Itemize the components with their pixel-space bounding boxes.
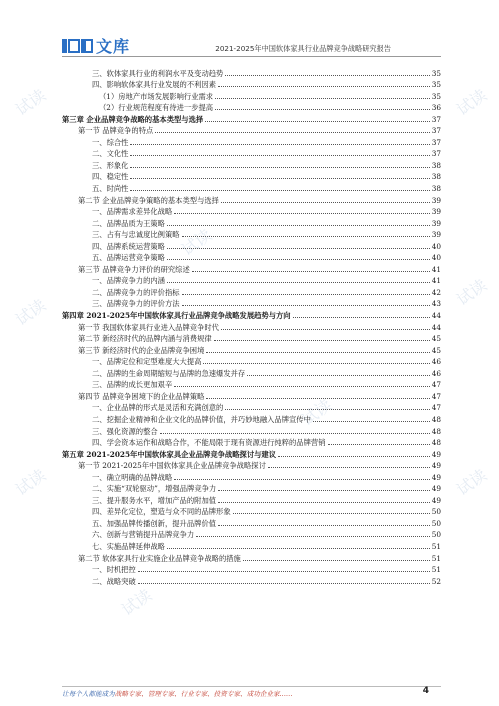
toc-entry-label: 五、品牌运营竞争策略: [92, 253, 165, 263]
toc-entry-label: 二、品牌竞争力的评价指标: [92, 287, 180, 297]
toc-entry-page: 47: [431, 391, 441, 401]
toc-entry-label: 七、实施品牌延伸战略: [92, 541, 165, 551]
toc-entry-page: 51: [431, 565, 441, 575]
toc-entry-label: 一、品牌定位和定型难度大大提高: [92, 357, 202, 367]
toc-dot-leader: [155, 131, 429, 133]
toc-entry-page: 48: [431, 426, 441, 436]
toc-dot-leader: [206, 351, 429, 353]
toc-entry-label: 第三章 企业品牌竞争战略的基本类型与选择: [62, 114, 204, 124]
toc-entry[interactable]: [62, 124, 441, 136]
toc-entry-page: 43: [431, 299, 441, 309]
toc-dot-leader: [130, 166, 429, 168]
toc-dot-leader: [218, 85, 430, 87]
toc-entry-page: 37: [431, 149, 441, 159]
toc-entry[interactable]: [62, 285, 441, 297]
logo-icon: [62, 39, 93, 53]
toc-dot-leader: [293, 316, 430, 318]
toc-entry[interactable]: [62, 574, 441, 586]
watermark: 试读: [118, 585, 156, 620]
toc-entry-page: 49: [431, 495, 441, 505]
toc-entry-label: 四、稳定性: [92, 172, 129, 182]
toc-entry-label: 二、战略突破: [92, 576, 136, 586]
toc-entry-page: 37: [431, 137, 441, 147]
toc-entry[interactable]: [62, 528, 441, 540]
toc-entry-page: 44: [431, 322, 441, 332]
page-number: 4: [422, 686, 429, 696]
toc-entry[interactable]: [62, 66, 441, 78]
toc-entry[interactable]: [62, 470, 441, 482]
logo-text: 文库: [96, 37, 131, 56]
toc-entry-page: 50: [431, 518, 441, 528]
toc-entry[interactable]: [62, 216, 441, 228]
toc-entry[interactable]: [62, 89, 441, 101]
toc-entry-label: 一、时机把控: [92, 565, 136, 575]
toc-entry-page: 39: [431, 195, 441, 205]
toc-entry[interactable]: [62, 262, 441, 274]
toc-entry-label: 第四章 2021-2025年中国软体家具行业品牌竞争战略发展趋势与方向: [62, 311, 291, 321]
toc-dot-leader: [182, 304, 430, 306]
toc-entry-label: 一、确立明确的品牌战略: [92, 472, 173, 482]
toc-entry-page: 49: [431, 484, 441, 494]
toc-entry[interactable]: [62, 228, 441, 240]
page-footer: [62, 686, 441, 700]
toc-dot-leader: [174, 478, 429, 480]
toc-dot-leader: [130, 177, 429, 179]
toc-entry-page: 39: [431, 207, 441, 217]
toc-entry-label: 第二节 新经济时代的品牌内涵与消费规律: [78, 334, 212, 344]
toc-entry-page: 41: [431, 276, 441, 286]
toc-entry-label: 一、品牌竞争力的内涵: [92, 276, 165, 286]
toc-entry-page: 49: [431, 472, 441, 482]
toc-entry-label: 第一节 2021-2025年中国软体家具企业品牌竞争战略探讨: [78, 461, 266, 471]
toc-dot-leader: [218, 489, 429, 491]
toc-entry-page: 42: [431, 287, 441, 297]
toc-entry-label: 三、提升服务水平，增加产品的附加值: [92, 495, 217, 505]
toc-entry[interactable]: [62, 482, 441, 494]
toc-entry-label: 第三节 品牌竞争力评价的研究综述: [78, 264, 190, 274]
toc-dot-leader: [182, 293, 430, 295]
toc-dot-leader: [218, 524, 430, 526]
toc-entry-label: 第四节 品牌竞争困境下的企业品牌策略: [78, 391, 205, 401]
toc-entry[interactable]: [62, 355, 441, 367]
toc-entry-label: 五、加强品牌传播创新，提升品牌价值: [92, 518, 217, 528]
toc-dot-leader: [214, 339, 430, 341]
toc-dot-leader: [167, 224, 430, 226]
toc-entry-label: 二、品牌品质为王策略: [92, 218, 165, 228]
toc-entry[interactable]: [62, 505, 441, 517]
toc-dot-leader: [130, 189, 429, 191]
toc-entry[interactable]: [62, 297, 441, 309]
toc-entry-page: 44: [431, 311, 441, 321]
toc-entry[interactable]: [62, 493, 441, 505]
toc-entry-label: （2）行业规范程度有待进一步提高: [99, 103, 214, 113]
toc-entry-label: 六、创新与营销提升品牌竞争力: [92, 530, 195, 540]
toc-entry[interactable]: [62, 332, 441, 344]
toc-entry-label: 二、挖掘企业精神和企业文化的品牌价值，并巧妙地融入品牌宣传中: [92, 414, 311, 424]
toc-entry-page: 38: [431, 172, 441, 182]
toc-entry[interactable]: [62, 308, 441, 320]
toc-dot-leader: [225, 408, 429, 410]
toc-entry[interactable]: [62, 158, 441, 170]
toc-dot-leader: [221, 328, 430, 330]
toc-entry-page: 35: [431, 68, 441, 78]
toc-dot-leader: [167, 547, 430, 549]
toc-entry[interactable]: [62, 135, 441, 147]
toc-entry-label: 四、品牌系统运营策略: [92, 241, 165, 251]
toc-entry[interactable]: [62, 389, 441, 401]
toc-dot-leader: [247, 374, 429, 376]
toc-dot-leader: [192, 270, 430, 272]
toc-entry-page: 37: [431, 114, 441, 124]
toc-dot-leader: [182, 235, 430, 237]
toc-entry-page: 40: [431, 253, 441, 263]
toc-dot-leader: [160, 432, 430, 434]
toc-dot-leader: [225, 74, 429, 76]
toc-entry-page: 46: [431, 357, 441, 367]
toc-entry[interactable]: [62, 78, 441, 90]
toc-dot-leader: [167, 247, 430, 249]
toc-dot-leader: [203, 362, 429, 364]
toc-entry-page: 52: [431, 576, 441, 586]
toc-entry-page: 39: [431, 218, 441, 228]
toc-entry[interactable]: [62, 436, 441, 448]
toc-entry-page: 38: [431, 184, 441, 194]
toc-entry[interactable]: [62, 551, 441, 563]
toc-dot-leader: [243, 559, 430, 561]
toc-dot-leader: [174, 212, 429, 214]
toc-entry[interactable]: [62, 424, 441, 436]
toc-entry-page: 48: [431, 414, 441, 424]
toc-entry-label: 三、形象化: [92, 160, 129, 170]
toc-entry[interactable]: [62, 412, 441, 424]
footer-prefix: 让每个人都能成为: [62, 690, 115, 698]
toc-entry-page: 36: [431, 103, 441, 113]
toc-entry-label: 二、实施“双轮驱动”，增强品牌竞争力: [92, 484, 217, 494]
wenku-logo[interactable]: [62, 34, 130, 57]
toc-entry-page: 47: [431, 403, 441, 413]
toc-entry-page: 50: [431, 530, 441, 540]
footer-roles: 战略专家、管理专家、行业专家、投资专家、成功企业家……: [114, 690, 293, 698]
toc-entry[interactable]: [62, 147, 441, 159]
toc-entry-page: 50: [431, 507, 441, 517]
toc-entry[interactable]: [62, 101, 441, 113]
toc-entry[interactable]: [62, 170, 441, 182]
toc-dot-leader: [130, 143, 429, 145]
toc-entry-label: （1）房地产市场发展影响行业需求: [99, 91, 214, 101]
toc-dot-leader: [196, 535, 430, 537]
page-header: [0, 0, 499, 58]
watermark: 试读: [453, 465, 491, 500]
toc-entry-label: 五、时尚性: [92, 184, 129, 194]
toc-entry[interactable]: [62, 274, 441, 286]
toc-dot-leader: [167, 258, 430, 260]
toc-dot-leader: [221, 201, 430, 203]
toc-entry-label: 三、软体家具行业的利润水平及变动趋势: [92, 68, 224, 78]
toc-dot-leader: [206, 397, 429, 399]
watermark: 试读: [12, 295, 50, 330]
footer-slogan: [62, 688, 293, 698]
toc-entry-label: 第二节 软体家具行业实施企业品牌竞争战略的措施: [78, 553, 241, 563]
toc-entry-page: 49: [431, 461, 441, 471]
toc-dot-leader: [268, 466, 430, 468]
toc-entry[interactable]: [62, 181, 441, 193]
toc-entry[interactable]: [62, 205, 441, 217]
toc-entry[interactable]: [62, 447, 441, 459]
toc-entry[interactable]: [62, 539, 441, 551]
toc-dot-leader: [233, 512, 430, 514]
toc-entry[interactable]: [62, 378, 441, 390]
footer-divider: [62, 686, 441, 687]
header-divider: [62, 56, 441, 57]
toc-entry-page: 38: [431, 160, 441, 170]
toc-dot-leader: [130, 154, 429, 156]
toc-entry-page: 46: [431, 368, 441, 378]
toc-entry-page: 45: [431, 345, 441, 355]
toc-entry-label: 一、综合性: [92, 137, 129, 147]
toc-entry-page: 37: [431, 126, 441, 136]
toc-entry-label: 三、品牌竞争力的评价方法: [92, 299, 180, 309]
toc-entry[interactable]: [62, 239, 441, 251]
toc-dot-leader: [138, 570, 430, 572]
watermark: 试读: [453, 275, 491, 310]
toc-entry-page: 48: [431, 438, 441, 448]
toc-dot-leader: [215, 97, 430, 99]
toc-dot-leader: [174, 385, 429, 387]
toc-entry[interactable]: [62, 401, 441, 413]
toc-entry[interactable]: [62, 366, 441, 378]
toc-dot-leader: [218, 501, 430, 503]
toc-entry-page: 35: [431, 91, 441, 101]
toc-entry[interactable]: [62, 251, 441, 263]
table-of-contents: [62, 66, 441, 586]
toc-entry-label: 四、影响软体家具行业发展的不利因素: [92, 80, 217, 90]
toc-dot-leader: [205, 120, 430, 122]
toc-entry-page: 51: [431, 541, 441, 551]
toc-entry-label: 一、品牌需求差异化战略: [92, 207, 173, 217]
toc-dot-leader: [138, 582, 430, 584]
toc-entry-label: 四、学会资本运作和战略合作，不能局限于现有资源进行纯粹的品牌营销: [92, 438, 326, 448]
toc-entry-label: 第一节 品牌竞争的特点: [78, 126, 154, 136]
toc-entry-label: 一、企业品牌的形式是灵活和充满创意的: [92, 403, 224, 413]
toc-entry-page: 49: [431, 449, 441, 459]
toc-entry[interactable]: [62, 193, 441, 205]
watermark: 试读: [453, 85, 491, 120]
toc-entry-label: 第五章 2021-2025年中国软体家具企业品牌竞争战略探讨与建议: [62, 449, 277, 459]
toc-entry-label: 第一节 我国软体家具行业进入品牌竞争时代: [78, 322, 219, 332]
toc-entry[interactable]: [62, 320, 441, 332]
toc-dot-leader: [278, 455, 430, 457]
watermark: 试读: [298, 395, 336, 430]
toc-dot-leader: [328, 443, 430, 445]
toc-dot-leader: [313, 420, 430, 422]
toc-entry-page: 51: [431, 553, 441, 563]
toc-entry-page: 41: [431, 264, 441, 274]
toc-entry-label: 三、品牌的成长更加艰辛: [92, 380, 173, 390]
toc-entry-label: 四、差异化定位，塑造与众不同的品牌形象: [92, 507, 231, 517]
toc-entry-label: 第二节 企业品牌竞争策略的基本类型与选择: [78, 195, 219, 205]
toc-entry-page: 47: [431, 380, 441, 390]
toc-entry[interactable]: [62, 112, 441, 124]
toc-entry-label: 第三节 新经济时代的企业品牌竞争困境: [78, 345, 205, 355]
watermark: 试读: [12, 85, 50, 120]
watermark: 试读: [178, 225, 216, 260]
toc-entry-page: 35: [431, 80, 441, 90]
toc-entry-label: 二、品牌的生命周期缩短与品牌的急速爆发并存: [92, 368, 246, 378]
toc-entry-label: 二、文化性: [92, 149, 129, 159]
watermark: 试读: [12, 465, 50, 500]
document-title: 2021-2025年中国软体家具行业品牌竞争战略研究报告: [215, 44, 391, 53]
toc-entry-page: 40: [431, 241, 441, 251]
toc-entry-page: 39: [431, 230, 441, 240]
toc-entry[interactable]: [62, 343, 441, 355]
toc-entry-label: 三、强化资源的整合: [92, 426, 158, 436]
toc-entry[interactable]: [62, 516, 441, 528]
toc-dot-leader: [167, 281, 430, 283]
toc-dot-leader: [215, 108, 430, 110]
toc-entry[interactable]: [62, 459, 441, 471]
toc-entry[interactable]: [62, 563, 441, 575]
toc-entry-label: 三、占有与忠诚度比例策略: [92, 230, 180, 240]
toc-entry-page: 45: [431, 334, 441, 344]
